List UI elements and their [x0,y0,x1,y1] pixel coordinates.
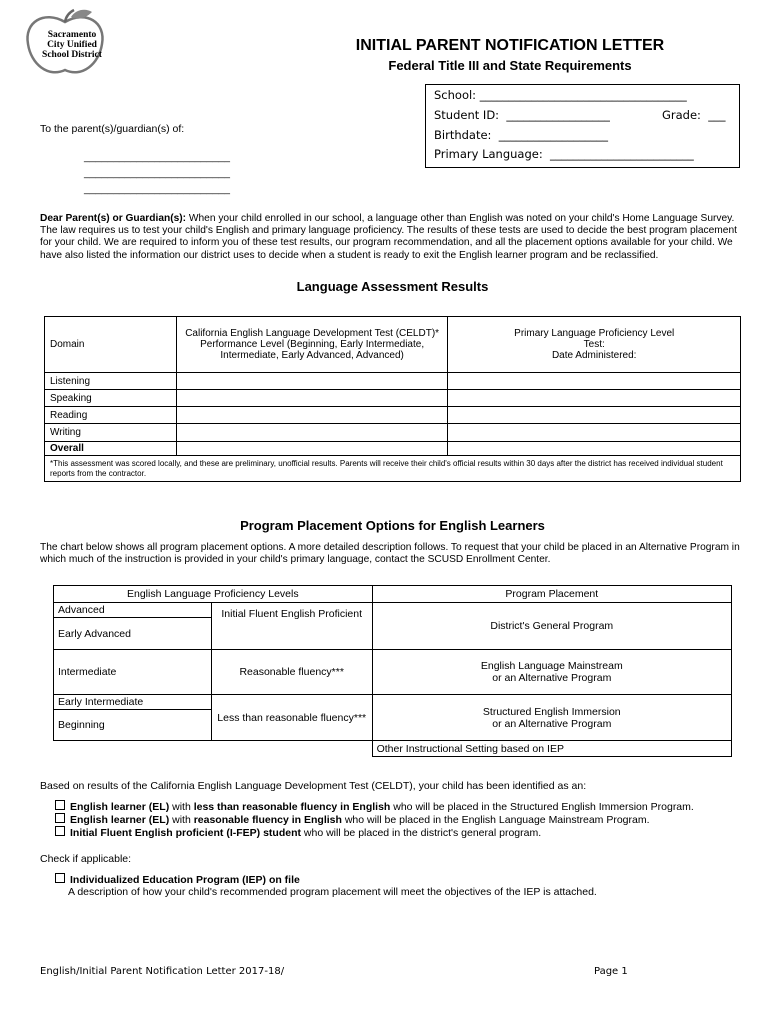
col-celdt: California English Language Development Test (CELDT)* Performance Level (Beginning, Early Intermediate, Intermediate, Early Advanced, Advanced) [176,317,448,373]
level-advanced: Advanced [54,603,212,618]
salutation: Dear Parent(s) or Guardian(s): [40,213,187,224]
row-reading: Reading [45,407,177,424]
cell[interactable] [448,424,741,442]
immersion-program [372,695,731,741]
col-program: Program Placement [372,586,731,603]
opt3-term: Initial Fluent English proficient (I-FEP) student [70,827,301,839]
assessment-footnote: *This assessment was scored locally, and these are preliminary, unofficial results. Parents will receive their child's official results within 30 days after the district has received individual student reports from the contractor. [45,456,741,482]
primary-language-field[interactable]: Primary Language: _________________________ [434,147,694,161]
opt2-with: with [169,814,194,826]
school-field[interactable]: School: ____________________________________ [434,88,687,102]
iep-label: Individualized Education Program (IEP) on file [70,874,300,886]
birthdate-field[interactable]: Birthdate: ___________________ [434,128,608,142]
immersion-line-1: Structured English Immersion [482,705,621,718]
district-logo [22,8,108,76]
level-beginning: Beginning [54,710,212,741]
opt1-term: English learner (EL) [70,801,170,813]
opt1-with: with [169,801,194,813]
cell[interactable] [176,390,448,407]
letter-paragraph [40,213,740,262]
results-intro: Based on results of the California English Language Development Test (CELDT), your child has been identified as an: [40,780,587,792]
assessment-table [44,316,741,482]
grade-field[interactable]: Grade: ___ [662,108,726,122]
logo-line-3: School District [42,50,102,60]
empty-cell [54,741,373,757]
student-id-field[interactable]: Student ID: __________________ [434,108,610,122]
cell[interactable] [448,373,741,390]
row-writing: Writing [45,424,177,442]
footer-page-number: Page 1 [594,966,628,977]
col-levels: English Language Proficiency Levels [54,586,373,603]
opt3-desc: who will be placed in the district's general program. [301,827,542,839]
col-primary-line-1: Primary Language Proficiency Level [514,328,675,339]
row-speaking: Speaking [45,390,177,407]
checkbox-icon[interactable] [55,826,65,836]
addressee-line[interactable]: _________________________ [84,183,230,195]
checkbox-icon[interactable] [55,813,65,823]
level-early-intermediate: Early Intermediate [54,695,212,710]
cell[interactable] [448,442,741,456]
logo-line-1: Sacramento [47,30,97,40]
col-primary-line-2: Test: [583,339,605,350]
cell[interactable] [176,424,448,442]
col-primary-line-3: Date Administered: [551,350,637,361]
mainstream-line-1: English Language Mainstream [480,660,623,672]
level-early-advanced: Early Advanced [54,618,212,650]
footer-left: English/Initial Parent Notification Letter 2017-18/ [40,966,285,977]
level-intermediate: Intermediate [54,650,212,695]
col-primary-language [448,317,741,373]
mainstream-program [372,650,731,695]
check-if-applicable: Check if applicable: [40,853,132,865]
row-listening: Listening [45,373,177,390]
letter-body: When your child enrolled in our school, a language other than English was noted on your child's Home Language Survey. The law requires us to test your child's English and primary language proficiency. The results of these tests are used to decide the best program placement for your child. We are required to inform you of these test results, our program recommendation, and all the placement options available for your child. We have also listed the information our district uses to decide when a student is ready to exit the English learner program and be reclassified. [40,213,737,261]
general-program: District's General Program [372,603,731,650]
cell[interactable] [176,407,448,424]
mainstream-line-2: or an Alternative Program [492,672,612,684]
row-overall: Overall [45,442,177,456]
iep-setting: Other Instructional Setting based on IEP [372,741,731,757]
cell[interactable] [448,407,741,424]
placement-table [53,585,732,757]
less-than-reasonable: Less than reasonable fluency*** [211,695,372,741]
cell[interactable] [448,390,741,407]
option-ifep[interactable] [55,826,541,839]
addressee-line[interactable]: _________________________ [84,151,230,163]
reasonable-fluency: Reasonable fluency*** [211,650,372,695]
cell[interactable] [176,373,448,390]
option-el-less-than[interactable] [55,800,694,813]
checkbox-icon[interactable] [55,873,65,883]
initial-fluent: Initial Fluent English Proficient [211,603,372,650]
immersion-line-2: or an Alternative Program [492,717,612,730]
logo-line-2: City Unified [47,40,97,50]
option-el-reasonable[interactable] [55,813,650,826]
opt1-fluency: less than reasonable fluency in English [193,801,391,813]
student-info-box [425,84,740,168]
option-iep[interactable] [55,873,300,886]
page-subtitle: Federal Title III and State Requirements [388,58,632,73]
placement-intro: The chart below shows all program placement options. A more detailed description follows. To request that your child be placed in an Alternative Program in which much of the instruction is provided in your child's primary language, contact the SCUSD Enrollment Center. [40,542,740,566]
assessment-heading: Language Assessment Results [296,279,489,294]
opt2-desc: who will be placed in the English Language Mainstream Program. [341,814,650,826]
opt2-fluency: reasonable fluency in English [193,814,342,826]
addressee-label: To the parent(s)/guardian(s) of: [40,123,185,135]
placement-heading: Program Placement Options for English Learners [240,518,545,533]
cell[interactable] [176,442,448,456]
addressee-line[interactable]: _________________________ [84,167,230,179]
iep-description: A description of how your child's recommended program placement will meet the objectives of the IEP is attached. [68,886,597,898]
checkbox-icon[interactable] [55,800,65,810]
page-title: INITIAL PARENT NOTIFICATION LETTER [355,37,665,54]
opt1-desc: who will be placed in the Structured English Immersion Program. [390,801,694,813]
opt2-term: English learner (EL) [70,814,170,826]
col-domain: Domain [45,317,177,373]
